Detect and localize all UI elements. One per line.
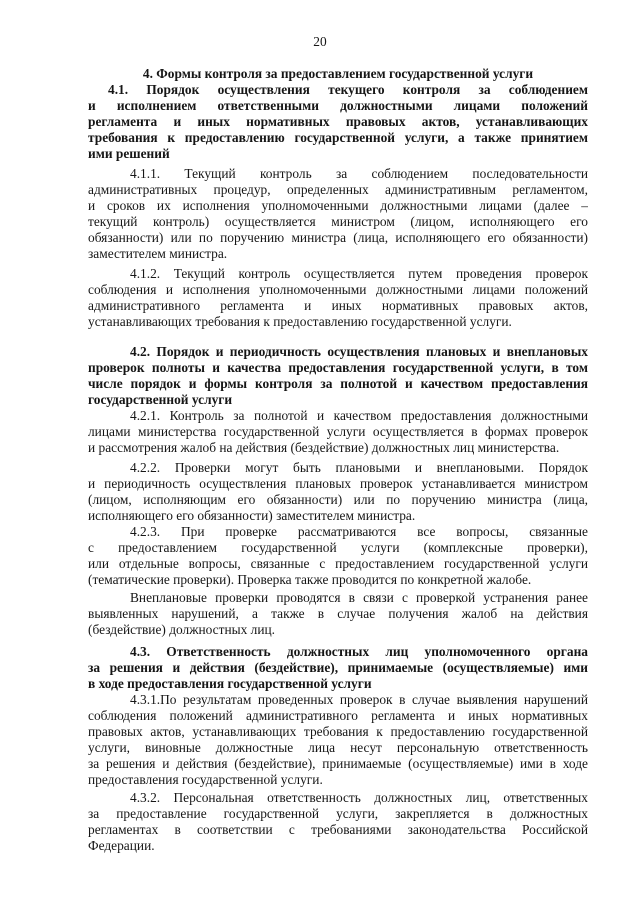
text-line: 4.1.1. Текущий контроль за соблюдением последовательности [130, 166, 588, 181]
text-line: заместителем министра. [88, 246, 228, 261]
heading-line: 4.3. Ответственность должностных лиц уполномоченного органа [130, 644, 588, 659]
text-line: административного регламента и иных нормативных правовых актов, [88, 298, 588, 313]
text-line: соблюдения положений административного регламента и иных нормативных [88, 708, 588, 723]
text-line: 4.2.1. Контроль за полнотой и качеством предоставления должностными [130, 408, 588, 423]
text-line: 4.2.3. При проверке рассматриваются все вопросы, связанные [130, 524, 588, 539]
text-line: предоставления государственной услуги. [88, 772, 323, 787]
text-line: услуги, виновные должностные лица несут персональную ответственность [88, 740, 588, 755]
text-line: обязанности) или по поручению министра (лица, исполняющего его обязанности) [88, 230, 588, 245]
heading-line: требования к предоставлению государственной услуги, а также принятием [88, 130, 588, 145]
text-line: или отдельные вопросы, связанные с предоставлением государственной услуги [88, 556, 588, 571]
text-line: 4.3.2. Персональная ответственность должностных лиц, ответственных [130, 790, 588, 805]
text-line: и рассмотрения жалоб на действия (бездействие) должностных лиц министерства. [88, 440, 560, 455]
heading-line: государственной услуги [88, 392, 233, 407]
text-line: лицами министерства государственной услуги осуществляется в формах проверок [88, 424, 588, 439]
text-line: 4.1.2. Текущий контроль осуществляется путем проведения проверок [130, 266, 588, 281]
heading-line: 4. Формы контроля за предоставлением государственной услуги [142, 66, 534, 81]
text-line: текущий контроль) осуществляется министром (лицом, исполняющего его [88, 214, 588, 229]
text-line: (тематические проверки). Проверка также проводится по конкретной жалобе. [88, 572, 532, 587]
text-line: выявленных нарушений, а также в случае получения жалоб на действия [88, 606, 588, 621]
text-line: правовых актов, устанавливающих требования к предоставлению государственной [88, 724, 588, 739]
text-line: (бездействие) должностных лиц. [88, 622, 276, 637]
text-line: административных процедур, определенных административным регламентом, [88, 182, 588, 197]
heading-line: регламента и иных нормативных правовых актов, устанавливающих [88, 114, 588, 129]
heading-line: за решения и действия (бездействие), принимаемые (осуществляемые) ими [88, 660, 588, 675]
text-line: соблюдения и исполнения уполномоченными должностными лицами положений [88, 282, 588, 297]
text-line: за предоставление государственной услуги, закрепляется в должностных [88, 806, 588, 821]
text-line: за решения и действия (бездействие), принимаемые (осуществляемые) ими в ходе [88, 756, 588, 771]
heading-line: числе порядок и формы контроля за полнотой и качеством предоставления [88, 376, 588, 391]
text-line: устанавливающих требования к предоставлению государственной услуги. [88, 314, 512, 329]
heading-line: ими решений [88, 146, 170, 161]
text-line: и сроков их исполнения уполномоченными должностными лицами (далее – [88, 198, 588, 213]
heading-line: 4.1. Порядок осуществления текущего контроля за соблюдением [108, 82, 588, 97]
text-line: Федерации. [88, 838, 155, 853]
text-line: 4.3.1.По результатам проведенных проверок в случае выявления нарушений [130, 692, 588, 707]
text-line: исполняющего его обязанности) заместителем министра. [88, 508, 416, 523]
text-line: (лицом, исполняющим его обязанности) или по поручению министра (лица, [88, 492, 588, 507]
text-line: с предоставлением государственной услуги (комплексные проверки), [88, 540, 588, 555]
text-line: и периодичность осуществления плановых проверок устанавливается министром [88, 476, 588, 491]
text-line: Внеплановые проверки проводятся в связи с проверкой устранения ранее [130, 590, 588, 605]
text-line: регламентах в соответствии с требованиями законодательства Российской [88, 822, 588, 837]
heading-line: 4.2. Порядок и периодичность осуществления плановых и внеплановых [130, 344, 588, 359]
page-number: 20 [313, 34, 327, 49]
heading-line: и исполнением ответственными должностными лицами положений [88, 98, 588, 113]
heading-line: проверок полноты и качества предоставления государственной услуги, в том [88, 360, 588, 375]
text-line: 4.2.2. Проверки могут быть плановыми и внеплановыми. Порядок [130, 460, 588, 475]
heading-line: в ходе предоставления государственной услуги [88, 676, 372, 691]
